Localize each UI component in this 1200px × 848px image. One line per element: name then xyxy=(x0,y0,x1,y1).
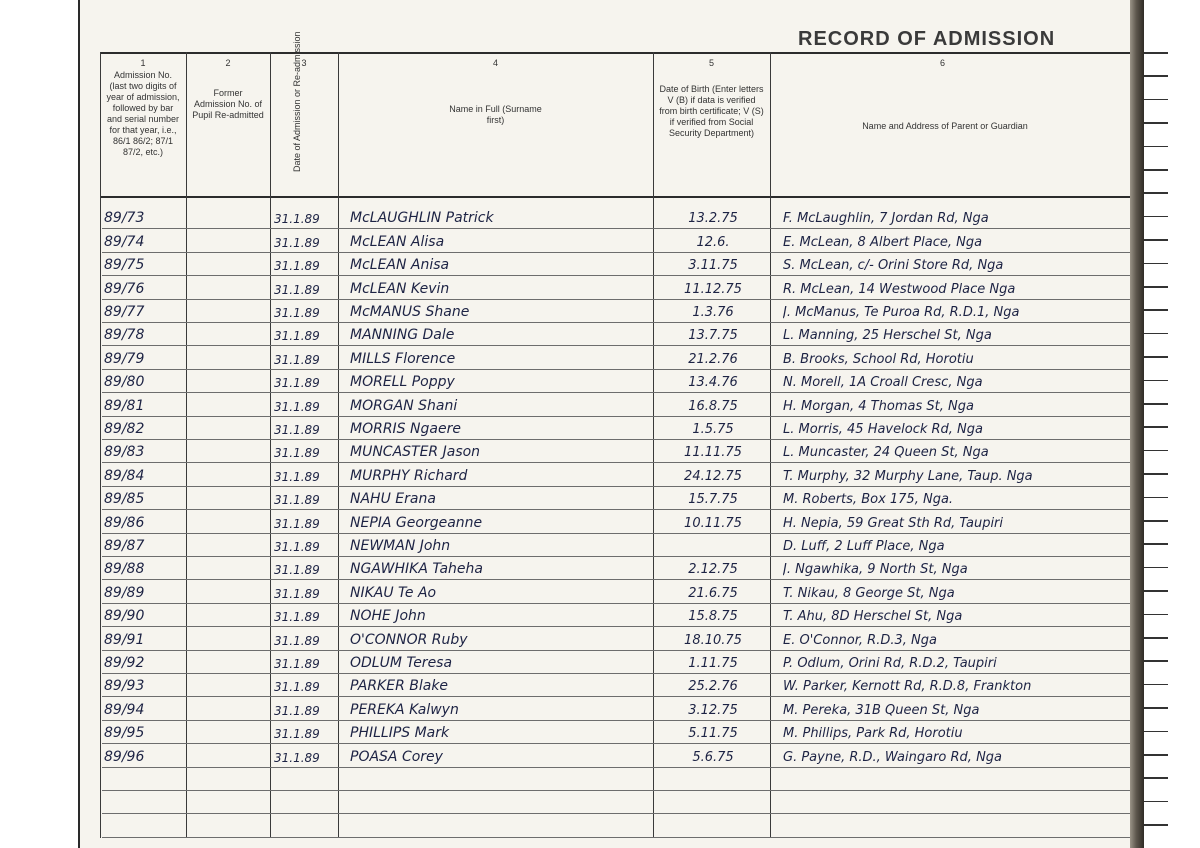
book-spine xyxy=(1130,0,1144,848)
date-of-birth: 13.7.75 xyxy=(688,328,738,344)
pupil-name: NEWMAN John xyxy=(350,537,451,554)
pupil-name: McMANUS Shane xyxy=(350,303,470,320)
admission-number: 89/80 xyxy=(104,374,145,391)
admission-date: 31.1.89 xyxy=(274,516,320,531)
page-edge xyxy=(1144,0,1200,848)
table-row xyxy=(78,393,1130,416)
pupil-name: MILLS Florence xyxy=(350,350,456,367)
admission-number: 89/93 xyxy=(104,678,145,695)
parent-address: R. McLean, 14 Westwood Place Nga xyxy=(783,281,1016,297)
date-of-birth: 10.11.75 xyxy=(684,515,742,531)
page-edge-tick xyxy=(1144,497,1168,499)
admission-number: 89/73 xyxy=(104,210,145,227)
column-number-2: 2 xyxy=(225,58,231,68)
page-edge-tick xyxy=(1144,567,1168,569)
page-edge-tick xyxy=(1144,239,1168,241)
date-of-birth: 25.2.76 xyxy=(688,679,738,695)
date-of-birth: 18.10.75 xyxy=(684,632,742,648)
parent-address: W. Parker, Kernott Rd, R.D.8, Frankton xyxy=(783,679,1032,695)
admission-date: 31.1.89 xyxy=(274,750,320,765)
pupil-name: McLEAN Alisa xyxy=(350,233,445,250)
column-header-admission-no: Admission No. (last two digits of year of admission, followed by bar and serial number for that year, i.e., 86/1 86/2; 87/1 87/2, etc.) xyxy=(106,70,180,157)
admission-date: 31.1.89 xyxy=(274,235,320,250)
parent-address: N. Morell, 1A Croall Cresc, Nga xyxy=(783,375,983,391)
table-row xyxy=(78,674,1130,697)
table-row xyxy=(78,206,1130,229)
pupil-name: POASA Corey xyxy=(350,748,443,765)
pupil-name: MORELL Poppy xyxy=(350,374,455,391)
admission-date: 31.1.89 xyxy=(274,539,320,554)
admission-number: 89/81 xyxy=(104,397,145,414)
page-edge-tick xyxy=(1144,263,1168,265)
pupil-name: NGAWHIKA Taheha xyxy=(350,561,483,578)
table-row xyxy=(78,276,1130,299)
admission-number: 89/84 xyxy=(104,467,145,484)
parent-address: M. Phillips, Park Rd, Horotiu xyxy=(783,726,963,742)
column-header-former-admission: Former Admission No. of Pupil Re-admitted xyxy=(192,88,264,120)
page-edge-tick xyxy=(1144,450,1168,452)
table-row xyxy=(78,487,1130,510)
admission-number: 89/85 xyxy=(104,491,145,508)
parent-address: P. Odlum, Orini Rd, R.D.2, Taupiri xyxy=(783,655,997,671)
parent-address: J. McManus, Te Puroa Rd, R.D.1, Nga xyxy=(783,304,1020,320)
parent-address: G. Payne, R.D., Waingaro Rd, Nga xyxy=(783,749,1003,765)
page-edge-tick xyxy=(1144,286,1168,288)
page-edge-tick xyxy=(1144,707,1168,709)
admission-date: 31.1.89 xyxy=(274,586,320,601)
table-row xyxy=(78,417,1130,440)
parent-address: E. McLean, 8 Albert Place, Nga xyxy=(783,234,983,250)
date-of-birth: 12.6. xyxy=(696,234,730,250)
page-edge-tick xyxy=(1144,614,1168,616)
page-edge-tick xyxy=(1144,75,1168,77)
pupil-name: PEREKA Kalwyn xyxy=(350,701,459,718)
parent-address: L. Muncaster, 24 Queen St, Nga xyxy=(783,445,989,461)
admission-number: 89/89 xyxy=(104,584,145,601)
admission-date: 31.1.89 xyxy=(274,446,320,461)
page-edge-tick xyxy=(1144,99,1168,101)
table-row xyxy=(78,229,1130,252)
admission-number: 89/82 xyxy=(104,420,145,437)
page-edge-tick xyxy=(1144,637,1168,639)
admission-date: 31.1.89 xyxy=(274,422,320,437)
page-title: RECORD OF ADMISSION xyxy=(798,28,1056,50)
parent-address: M. Pereka, 31B Queen St, Nga xyxy=(783,702,980,718)
date-of-birth: 5.11.75 xyxy=(688,726,738,742)
column-header-parent: Name and Address of Parent or Guardian xyxy=(862,121,1028,131)
column-number-6: 6 xyxy=(939,58,945,68)
admission-date: 31.1.89 xyxy=(274,399,320,414)
parent-address: H. Nepia, 59 Great Sth Rd, Taupiri xyxy=(783,515,1004,531)
admission-date: 31.1.89 xyxy=(274,633,320,648)
admission-date: 31.1.89 xyxy=(274,212,320,227)
pupil-name: O'CONNOR Ruby xyxy=(350,631,468,648)
table-row xyxy=(78,300,1130,323)
page-edge-tick xyxy=(1144,216,1168,218)
admission-number: 89/90 xyxy=(104,608,145,625)
pupil-name: PARKER Blake xyxy=(350,678,449,695)
parent-address: L. Manning, 25 Herschel St, Nga xyxy=(783,328,992,344)
pupil-name: MORRIS Ngaere xyxy=(350,420,461,437)
parent-address: L. Morris, 45 Havelock Rd, Nga xyxy=(783,421,983,437)
header-top-rule xyxy=(100,52,1130,54)
page-edge-tick xyxy=(1144,122,1168,124)
column-number-3: 3 xyxy=(301,58,307,68)
table-row xyxy=(78,604,1130,627)
table-row xyxy=(78,557,1130,580)
date-of-birth: 21.6.75 xyxy=(688,585,738,601)
table-row-empty xyxy=(78,768,1130,791)
admission-number: 89/76 xyxy=(104,280,145,297)
table-row xyxy=(78,253,1130,276)
date-of-birth: 11.12.75 xyxy=(684,281,742,297)
admission-number: 89/79 xyxy=(104,350,145,367)
date-of-birth: 1.11.75 xyxy=(688,655,738,671)
parent-address: S. McLean, c/- Orini Store Rd, Nga xyxy=(783,258,1004,274)
page-edge-tick xyxy=(1144,543,1168,545)
admission-date: 31.1.89 xyxy=(274,610,320,625)
admission-number: 89/78 xyxy=(104,327,145,344)
date-of-birth: 1.5.75 xyxy=(692,421,734,437)
admission-date: 31.1.89 xyxy=(274,493,320,508)
page-edge-tick xyxy=(1144,824,1168,826)
admission-date: 31.1.89 xyxy=(274,329,320,344)
table-row-empty xyxy=(78,791,1130,814)
date-of-birth: 15.7.75 xyxy=(688,492,738,508)
date-of-birth: 24.12.75 xyxy=(684,468,742,484)
page-edge-tick xyxy=(1144,380,1168,382)
page-edge-tick xyxy=(1144,192,1168,194)
page-edge-tick xyxy=(1144,403,1168,405)
admission-number: 89/87 xyxy=(104,537,145,554)
date-of-birth: 13.2.75 xyxy=(688,211,738,227)
page-edge-tick xyxy=(1144,731,1168,733)
parent-address: T. Murphy, 32 Murphy Lane, Taup. Nga xyxy=(783,468,1033,484)
header-bottom-rule xyxy=(100,196,1130,198)
date-of-birth: 16.8.75 xyxy=(688,398,738,414)
pupil-name: MUNCASTER Jason xyxy=(350,444,481,461)
page-edge-tick xyxy=(1144,169,1168,171)
admission-date: 31.1.89 xyxy=(274,259,320,274)
pupil-name: ODLUM Teresa xyxy=(350,654,453,671)
admission-date: 31.1.89 xyxy=(274,656,320,671)
admission-number: 89/75 xyxy=(104,257,145,274)
admission-number: 89/74 xyxy=(104,233,145,250)
page-edge-tick xyxy=(1144,777,1168,779)
column-number-4: 4 xyxy=(492,58,498,68)
date-of-birth: 21.2.76 xyxy=(688,351,738,367)
admission-date: 31.1.89 xyxy=(274,680,320,695)
parent-address: T. Ahu, 8D Herschel St, Nga xyxy=(783,609,963,625)
admission-number: 89/83 xyxy=(104,444,145,461)
admission-number: 89/91 xyxy=(104,631,145,648)
admission-date: 31.1.89 xyxy=(274,352,320,367)
page-edge-tick xyxy=(1144,801,1168,803)
admission-number: 89/86 xyxy=(104,514,145,531)
page-edge-tick xyxy=(1144,309,1168,311)
parent-address: B. Brooks, School Rd, Horotiu xyxy=(783,351,974,367)
admission-number: 89/94 xyxy=(104,701,145,718)
pupil-name: NOHE John xyxy=(350,608,426,625)
pupil-name: McLAUGHLIN Patrick xyxy=(350,210,494,227)
pupil-name: NEPIA Georgeanne xyxy=(350,514,483,531)
admission-number: 89/96 xyxy=(104,748,145,765)
page-edge-tick xyxy=(1144,660,1168,662)
page-edge-tick xyxy=(1144,520,1168,522)
page-edge-tick xyxy=(1144,146,1168,148)
table-row xyxy=(78,580,1130,603)
column-header-dob: Date of Birth (Enter letters V (B) if data is verified from birth certificate; V (S) if verified from Social Security Department) xyxy=(659,84,764,138)
parent-address: M. Roberts, Box 175, Nga. xyxy=(783,492,954,508)
parent-address: D. Luff, 2 Luff Place, Nga xyxy=(783,538,945,554)
pupil-name: MORGAN Shani xyxy=(350,397,458,414)
parent-address: E. O'Connor, R.D.3, Nga xyxy=(783,632,937,648)
admission-date: 31.1.89 xyxy=(274,376,320,391)
table-row xyxy=(78,651,1130,674)
parent-address: F. McLaughlin, 7 Jordan Rd, Nga xyxy=(783,211,989,227)
pupil-name: MANNING Dale xyxy=(350,327,455,344)
admission-date: 31.1.89 xyxy=(274,703,320,718)
date-of-birth: 11.11.75 xyxy=(684,445,742,461)
pupil-name: NAHU Erana xyxy=(350,491,436,508)
date-of-birth: 13.4.76 xyxy=(688,375,738,391)
column-header-date-admission: Date of Admission or Re-admission xyxy=(292,31,302,172)
table-row xyxy=(78,721,1130,744)
table-row xyxy=(78,744,1130,767)
admission-number: 89/92 xyxy=(104,654,145,671)
column-header-name: Name in Full (Surname first) xyxy=(449,104,542,125)
parent-address: J. Ngawhika, 9 North St, Nga xyxy=(783,562,968,578)
pupil-name: PHILLIPS Mark xyxy=(350,725,450,742)
page-edge-tick xyxy=(1144,426,1168,428)
admission-number: 89/95 xyxy=(104,725,145,742)
parent-address: T. Nikau, 8 George St, Nga xyxy=(783,585,955,601)
date-of-birth: 3.12.75 xyxy=(688,702,738,718)
pupil-name: McLEAN Anisa xyxy=(350,257,450,274)
table-row-empty xyxy=(78,814,1130,837)
table-row xyxy=(78,627,1130,650)
pupil-name: McLEAN Kevin xyxy=(350,280,450,297)
date-of-birth: 15.8.75 xyxy=(688,609,738,625)
pupil-name: NIKAU Te Ao xyxy=(350,584,437,601)
column-number-1: 1 xyxy=(140,58,146,68)
table-row xyxy=(78,370,1130,393)
parent-address: H. Morgan, 4 Thomas St, Nga xyxy=(783,398,974,414)
page-edge-tick xyxy=(1144,333,1168,335)
admission-date: 31.1.89 xyxy=(274,282,320,297)
page-edge-tick xyxy=(1144,754,1168,756)
date-of-birth: 1.3.76 xyxy=(692,304,734,320)
page-edge-tick xyxy=(1144,684,1168,686)
admission-number: 89/88 xyxy=(104,561,145,578)
table-row xyxy=(78,463,1130,486)
table-row xyxy=(78,697,1130,720)
admission-date: 31.1.89 xyxy=(274,305,320,320)
table-row xyxy=(78,534,1130,557)
date-of-birth: 3.11.75 xyxy=(688,258,738,274)
table-row xyxy=(78,510,1130,533)
page-edge-tick xyxy=(1144,356,1168,358)
table-row xyxy=(78,323,1130,346)
table-row xyxy=(78,346,1130,369)
table-row xyxy=(78,440,1130,463)
admission-number: 89/77 xyxy=(104,303,145,320)
page-edge-tick xyxy=(1144,52,1168,54)
page-edge-tick xyxy=(1144,473,1168,475)
date-of-birth: 2.12.75 xyxy=(688,562,738,578)
admission-date: 31.1.89 xyxy=(274,727,320,742)
pupil-name: MURPHY Richard xyxy=(350,467,468,484)
admission-date: 31.1.89 xyxy=(274,469,320,484)
page-edge-tick xyxy=(1144,590,1168,592)
date-of-birth: 5.6.75 xyxy=(692,749,734,765)
column-number-5: 5 xyxy=(708,58,714,68)
admission-date: 31.1.89 xyxy=(274,563,320,578)
